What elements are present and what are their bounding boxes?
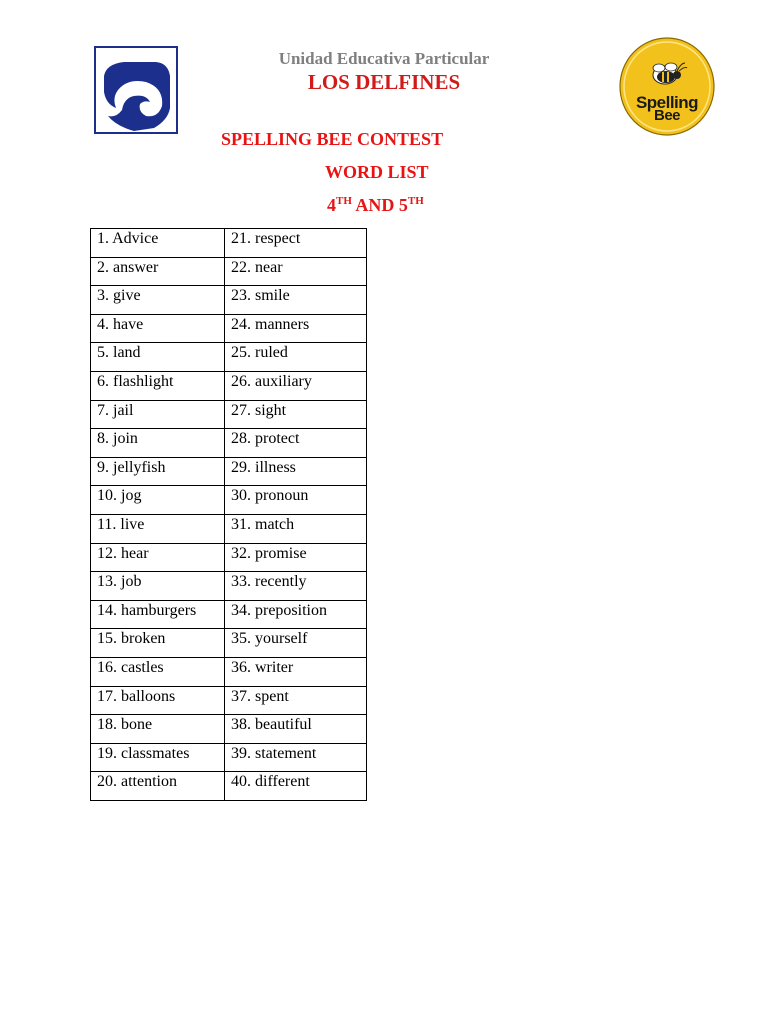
table-row (91, 314, 367, 343)
table-row (91, 543, 367, 572)
word-table (90, 228, 367, 801)
word-cell: 36. writer (225, 657, 367, 686)
word-cell: 39. statement (225, 743, 367, 772)
word-cell: 29. illness (225, 457, 367, 486)
word-cell: 11. live (91, 514, 225, 543)
word-cell: 1. Advice (91, 229, 225, 258)
school-name: LOS DELFINES (307, 70, 461, 94)
word-cell: 28. protect (225, 429, 367, 458)
contest-title: SPELLING BEE CONTEST (221, 129, 444, 149)
table-row (91, 486, 367, 515)
word-cell: 22. near (225, 257, 367, 286)
word-cell: 38. beautiful (225, 715, 367, 744)
grades-and: AND (355, 195, 395, 215)
school-subtitle: Unidad Educativa Particular (278, 49, 490, 68)
word-list-title: WORD LIST (325, 162, 429, 182)
word-cell: 33. recently (225, 572, 367, 601)
grade-2-suffix: TH (407, 195, 424, 207)
bee-logo-line1: Spelling (635, 93, 699, 112)
table-row (91, 572, 367, 601)
table-row (91, 286, 367, 315)
table-row (91, 600, 367, 629)
word-cell: 5. land (91, 343, 225, 372)
table-row (91, 400, 367, 429)
table-row (91, 343, 367, 372)
grade-1-suffix: TH (336, 195, 352, 207)
table-row (91, 772, 367, 801)
word-cell: 34. preposition (225, 600, 367, 629)
word-cell: 17. balloons (91, 686, 225, 715)
word-cell: 40. different (225, 772, 367, 801)
table-row (91, 257, 367, 286)
word-cell: 3. give (91, 286, 225, 315)
word-cell: 37. spent (225, 686, 367, 715)
word-cell: 25. ruled (225, 343, 367, 372)
word-cell: 26. auxiliary (225, 371, 367, 400)
grades-heading (327, 195, 424, 216)
grade-1: 4 (327, 195, 336, 215)
word-cell: 8. join (91, 429, 225, 458)
table-row (91, 429, 367, 458)
word-cell: 20. attention (91, 772, 225, 801)
word-cell: 16. castles (91, 657, 225, 686)
table-row (91, 657, 367, 686)
word-cell: 30. pronoun (225, 486, 367, 515)
table-row (91, 371, 367, 400)
table-row (91, 229, 367, 258)
table-row (91, 715, 367, 744)
table-row (91, 514, 367, 543)
word-cell: 27. sight (225, 400, 367, 429)
word-cell: 10. jog (91, 486, 225, 515)
word-cell: 24. manners (225, 314, 367, 343)
word-cell: 32. promise (225, 543, 367, 572)
word-cell: 35. yourself (225, 629, 367, 658)
word-cell: 19. classmates (91, 743, 225, 772)
table-row (91, 686, 367, 715)
word-cell: 23. smile (225, 286, 367, 315)
word-cell: 4. have (91, 314, 225, 343)
word-cell: 6. flashlight (91, 371, 225, 400)
bee-logo-line2: Bee (653, 107, 681, 124)
table-row (91, 629, 367, 658)
grade-2: 5 (398, 195, 408, 215)
word-cell: 9. jellyfish (91, 457, 225, 486)
word-cell: 2. answer (91, 257, 225, 286)
table-row (91, 457, 367, 486)
table-row (91, 743, 367, 772)
word-cell: 14. hamburgers (91, 600, 225, 629)
word-cell: 15. broken (91, 629, 225, 658)
word-cell: 18. bone (91, 715, 225, 744)
word-cell: 7. jail (91, 400, 225, 429)
word-cell: 13. job (91, 572, 225, 601)
word-cell: 12. hear (91, 543, 225, 572)
word-cell: 21. respect (225, 229, 367, 258)
word-cell: 31. match (225, 514, 367, 543)
